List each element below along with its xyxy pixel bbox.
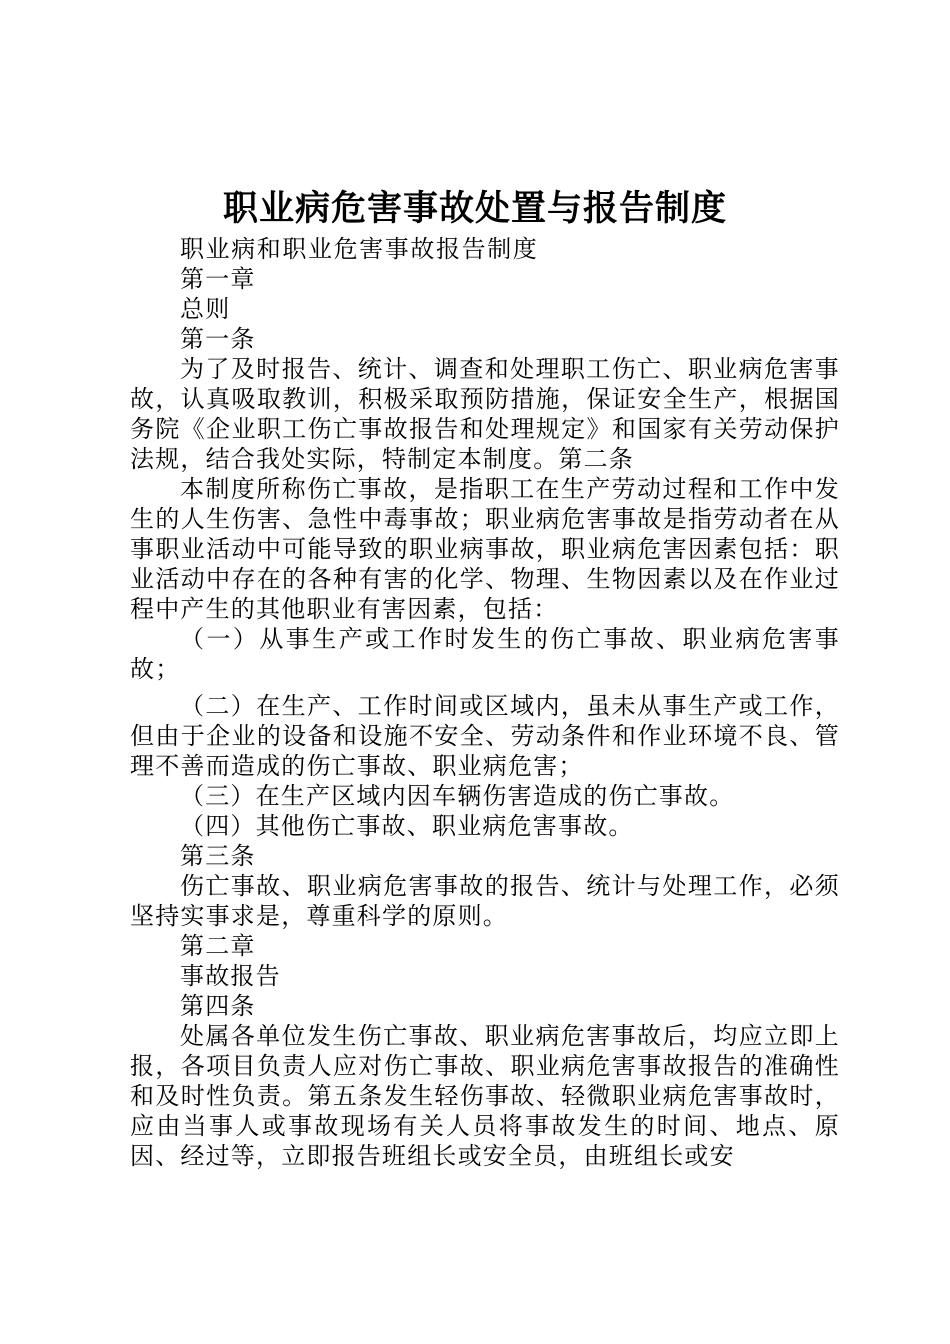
chapter-heading: 第一章 [180, 265, 256, 293]
subtitle-paragraph: 职业病和职业危害事故报告制度 [180, 235, 539, 263]
list-item: （四）其他伤亡事故、职业病危害事故。 [180, 812, 634, 840]
list-item: （一）从事生产或工作时发生的伤亡事故、职业病危害事故； [130, 625, 840, 683]
body-paragraph: 伤亡事故、职业病危害事故的报告、统计与处理工作，必须坚持实事求是，尊重科学的原则。 [130, 872, 840, 930]
chapter-title: 事故报告 [180, 962, 281, 990]
chapter-title: 总则 [180, 295, 231, 323]
article-heading: 第四条 [180, 992, 256, 1020]
body-paragraph: 处属各单位发生伤亡事故、职业病危害事故后，均应立即上报，各项目负责人应对伤亡事故、职业病危害事故报告的准确性和及时性负责。第五条发生轻伤事故、轻微职业病危害事故时，应由当事人或事故现场有关人员将事故发生的时间、地点、原因、经过等，立即报告班组长或安全员，由班组长或安 [130, 1022, 840, 1170]
list-item: （二）在生产、工作时间或区域内，虽未从事生产或工作，但由于企业的设备和设施不安全、劳动条件和作业环境不良、管理不善而造成的伤亡事故、职业病危害； [130, 692, 840, 780]
body-paragraph: 为了及时报告、统计、调查和处理职工伤亡、职业病危害事故，认真吸取教训，积极采取预防措施，保证安全生产，根据国务院《企业职工伤亡事故报告和处理规定》和国家有关劳动保护法规，结合我处实际，特制定本制度。第二条 [130, 355, 840, 473]
body-paragraph: 本制度所称伤亡事故，是指职工在生产劳动过程和工作中发生的人生伤害、急性中毒事故；职业病危害事故是指劳动者在从事职业活动中可能导致的职业病事故，职业病危害因素包括：职业活动中存在的各种有害的化学、物理、生物因素以及在作业过程中产生的其他职业有害因素，包括： [130, 475, 840, 623]
article-heading: 第一条 [180, 325, 256, 353]
document-body [130, 234, 840, 1171]
document-title: 职业病危害事故处置与报告制度 [222, 188, 727, 229]
list-item: （三）在生产区域内因车辆伤害造成的伤亡事故。 [180, 782, 735, 810]
chapter-heading: 第二章 [180, 932, 256, 960]
article-heading: 第三条 [180, 842, 256, 870]
